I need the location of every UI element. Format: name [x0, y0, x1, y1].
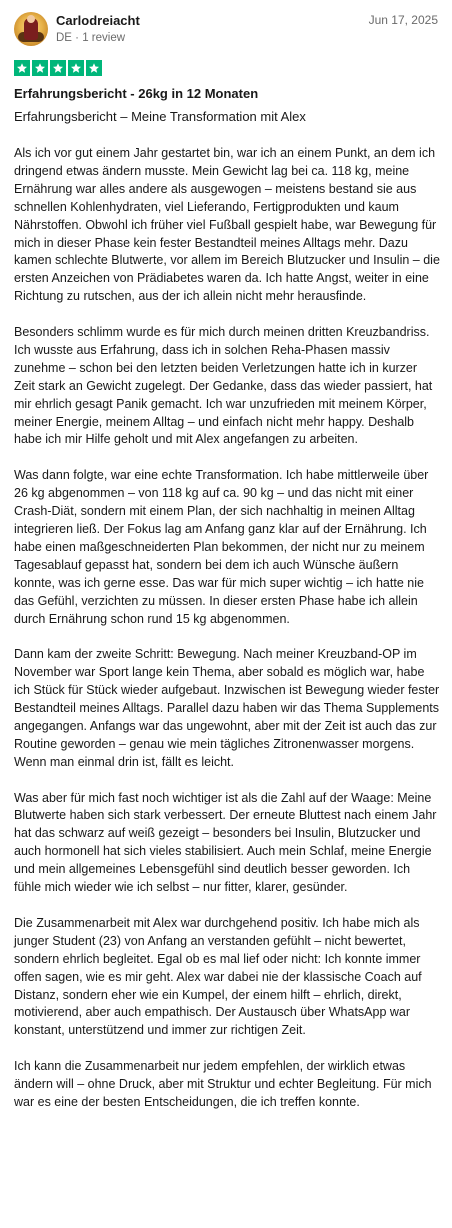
star-icon — [68, 60, 84, 76]
reviewer-name[interactable]: Carlodreiacht — [56, 13, 140, 28]
star-icon — [32, 60, 48, 76]
review-paragraph: Was dann folgte, war eine echte Transformation. Ich habe mittlerweile über 26 kg abgenommen – von 118 kg auf ca. 90 kg – und das nicht mit einer Crash-Diät, sondern mit einem Plan, der sich nachhaltig in meinen Alltag integrieren ließ. Der Fokus lag am Anfang ganz klar auf der Ernährung. Ich habe einen maßgeschneiderten Plan bekommen, der nicht nur zu meinem Tagesablauf gepasst hat, sondern bei dem ich auch Wünsche äußern konnte, was ich gerne esse. Das war für mich super wichtig – ich hatte nie das Gefühl, verzichten zu müssen. In dieser ersten Phase habe ich allein durch Ernährung schon rund 15 kg abgenommen. — [14, 468, 429, 626]
review-paragraph: Was aber für mich fast noch wichtiger ist als die Zahl auf der Waage: Meine Blutwerte haben sich stark verbessert. Der erneute Bluttest nach einem Jahr hat das schwarz auf weiß gezeigt – besonders bei Insulin, Blutzucker und auch hormonell hat sich vieles stabilisiert. Auch mein Schlaf, meine Energie und mein allgemeines Lebensgefühl sind deutlich besser geworden. Ich fühle mich wieder wie ich selbst – nur fitter, klarer, gesünder. — [14, 790, 437, 895]
review-body — [14, 145, 440, 1130]
star-icon — [14, 60, 30, 76]
review-paragraph: Besonders schlimm wurde es für mich durch meinen dritten Kreuzbandriss. Ich wusste aus Erfahrung, dass ich in solchen Reha-Phasen massiv zunehme – schon bei den letzten beiden Verletzungen hatte ich in kurzer Zeit stark an Gewicht zugelegt. Der Gedanke, dass das wieder passiert, hat mir ehrlich gesagt Panik gemacht. Ich war unzufrieden mit meinem Körper, meiner Energie, meinem Alltag – und einfach nicht mehr happy. Deshalb habe ich mir Hilfe geholt und mit Alex angefangen zu arbeiten. — [14, 325, 433, 447]
star-icon — [50, 60, 66, 76]
review-header — [14, 12, 438, 48]
review-subtitle: Erfahrungsbericht – Meine Transformation mit Alex — [14, 109, 306, 124]
avatar[interactable] — [14, 12, 48, 46]
review-title: Erfahrungsbericht - 26kg in 12 Monaten — [14, 86, 259, 101]
review-paragraph: Dann kam der zweite Schritt: Bewegung. Nach meiner Kreuzband-OP im November war Sport lange kein Thema, aber sobald es möglich war, habe ich Stück für Stück wieder aufgebaut. Inzwischen ist Bewegung wieder fester Bestandteil meines Alltags. Parallel dazu haben wir das Thema Supplements angegangen. Anfangs war das ungewohnt, aber mit der Zeit ist auch das zur Routine geworden – genau wie mein tägliches Zitronenwasser morgens. Wenn man einmal drin ist, fällt es leicht. — [14, 647, 440, 769]
review-paragraph: Ich kann die Zusammenarbeit nur jedem empfehlen, der wirklich etwas ändern will – ohne Druck, aber mit Struktur und echter Begleitung. Für mich war es eine der besten Entscheidungen, die ich treffen konnte. — [14, 1059, 432, 1109]
review-paragraph: Als ich vor gut einem Jahr gestartet bin, war ich an einem Punkt, an dem ich dringend etwas ändern musste. Mein Gewicht lag bei ca. 118 kg, meine Ernährung war alles andere als ausgewogen – meistens bestand sie aus schnellen Kohlenhydraten, viel Lieferando, Fertigprodukten und kaum Nährstoffen. Obwohl ich früher viel Fußball gespielt habe, war Bewegung für mich in dieser Phase kein fester Bestandteil meines Alltags mehr. Dazu kamen schlechte Blutwerte, vor allem im Bereich Blutzucker und Insulin – die ersten Anzeichen von Prädiabetes waren da. Ich hatte Angst, weiter in eine Richtung zu rutschen, aus der ich allein nicht mehr herausfinde. — [14, 146, 440, 304]
review-paragraph: Die Zusammenarbeit mit Alex war durchgehend positiv. Ich habe mich als junger Student (23) von Anfang an verstanden gefühlt – nicht bewertet, sondern ehrlich begleitet. Egal ob es mal lief oder nicht: Ich konnte immer offen sagen, wie es mir geht. Alex war dabei nie der klassische Coach auf Distanz, sondern eher wie ein Kumpel, der einem hilft – ehrlich, direkt, motivierend, aber auch empathisch. Der Austausch über WhatsApp war konstant, unterstützend und immer zur richtigen Zeit. — [14, 915, 422, 1038]
star-icon — [86, 60, 102, 76]
avatar-head-shape — [27, 15, 35, 23]
reviewer-meta: DE · 1 review — [56, 32, 126, 44]
star-rating — [14, 60, 102, 76]
review-date: Jun 17, 2025 — [368, 13, 438, 27]
